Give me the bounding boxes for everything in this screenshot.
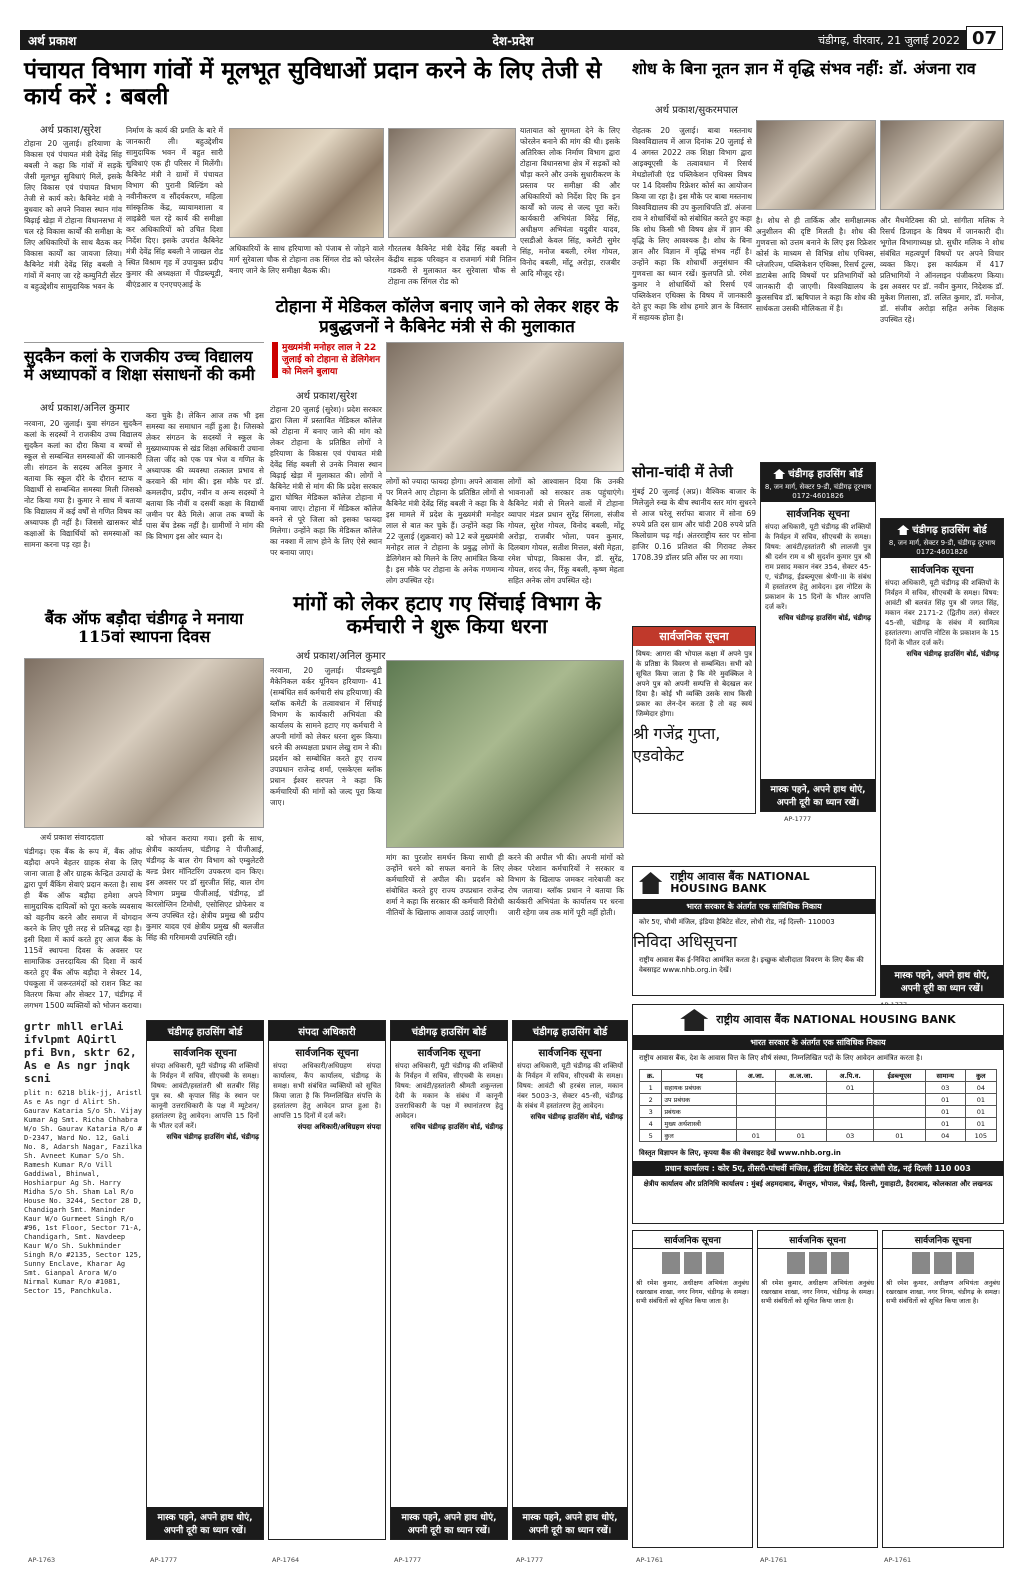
masthead-brand: अर्थ प्रकाश — [28, 33, 77, 48]
table-cell — [737, 1082, 775, 1094]
story6-photo — [386, 660, 624, 848]
bottom-notice-4-body: संपदा अधिकारी, यूटी चंडीगढ़ की शक्तियों के निर्वहन में सचिव, सीएचबी के समक्ष। विषय: आवंटी श्री हरबंस लाल, मकान नंबर 5003-3, सेक्टर 45-सी, चंडीगढ़ के संबंध में हस्तांतरण हेतु आवेदन। — [517, 1062, 623, 1110]
story5-col3: लोगों को आश्वासन दिया कि उनकी भावनाओं को सरकार तक पहुंचाएंगे। कैबिनेट मंत्री से मिलने वालों में टोहाना व्यापार मंडल प्रधान सुरेंद्र सिंगला, संजीव गोयल, सुरेश गोयल, विनोद बबली, मोंटू अरोड़ा, राजबीर भोला, पवन कुमार, दिलबाग गोयल, सतीश मित्तल, बंसी मेहता, रमेश चोपड़ा, विकास जैन, डॉ. सुरेंद्र, गोयल, शरद जैन, रिंकू बबली, कृष्ण मेहता सहित अनेक लोग उपस्थित रहे। — [508, 477, 624, 585]
story4-caption: अर्थ प्रकाश संवाददाता — [40, 833, 104, 842]
table-cell: 105 — [965, 1130, 996, 1142]
nhb-large-ad — [632, 1004, 1004, 1224]
bottom-notice-1-foot: मास्क पहने, अपने हाथ धोएं, अपनी दूरी का ध्यान रखें। — [147, 1507, 263, 1539]
nhb-large-tag: भारत सरकार के अंतर्गत एक सांविधिक निकाय — [633, 1035, 1003, 1050]
bottom-notice-1-head: चंडीगढ़ हाउसिंग बोर्ड — [147, 1021, 263, 1041]
bottom-notice-4-sign: सचिव चंडीगढ़ हाउसिंग बोर्ड, चंडीगढ़ — [530, 1113, 623, 1121]
nhb-small-body: राष्ट्रीय आवास बैंक ई-निविदा आमंत्रित करता है। इच्छुक बोलीदाता विवरण के लिए बैंक की वेबसाइट www.nhb.org.in देखें। — [639, 956, 864, 974]
avatar — [809, 1252, 827, 1274]
chb-ad-2-body: संपदा अधिकारी, यूटी चंडीगढ़ की शक्तियों के निर्वहन में सचिव, सीएचबी के समक्ष। विषय: आवंटी श्री बलवंत सिंह पुत्र श्री जगत सिंह, मकान नंबर 2171-2 (द्वितीय तल) सेक्टर 45-सी, चंडीगढ़ के संबंध में स्वामित्व हस्तांतरण। आपत्ति नोटिस के प्रकाशन के 15 दिनों के भीतर दर्ज करें। — [885, 579, 999, 647]
classified-scribble-title: grtr mhll erlAi ifvlpmt AQirtl pfi Bvn, sktr 62, As e As ngr jnqk scni — [24, 1020, 137, 1085]
table-header-cell: ईडब्ल्यूएस — [874, 1070, 925, 1082]
story2-photo-2 — [880, 120, 1004, 210]
table-cell: 01 — [925, 1106, 965, 1118]
table-cell: 01 — [965, 1106, 996, 1118]
small-notice-3-head: सार्वजनिक सूचना — [883, 1231, 1003, 1249]
table-cell: उप प्रबंधक — [662, 1094, 737, 1106]
bottom-notice-4 — [512, 1020, 628, 1540]
story2-byline: अर्थ प्रकाश/सुकरमपाल — [655, 105, 738, 116]
table-header-cell: अ.पि.व. — [827, 1070, 874, 1082]
nhb-small-logo-row — [633, 867, 875, 899]
bottom-notice-4-head: चंडीगढ़ हाउसिंग बोर्ड — [513, 1021, 627, 1041]
bottom-notice-4-foot: मास्क पहने, अपने हाथ धोएं, अपनी दूरी का ध्यान रखें। — [513, 1507, 627, 1539]
story2-col3: और मैथमेटिक्स की प्रो. सांगीता मलिक ने रिसर्च डिजाइन के विषय में जानकारी दी। भूगोल विभागाध्यक्ष प्रो. सुधीर मलिक ने शोध संबंधित महत्वपूर्ण विषयों पर अपने विचार व्यक्त किए। इस कार्यक्रम में 417 प्रतिभागियों ने ऑनलाइन पंजीकरण किया। इस अवसर पर डॉ. नवीन कुमार, निदेशक डॉ. मुकेश गिलासा, डॉ. ललित कुमार, डॉ. मनोज, डॉ. संजीव अरोड़ा सहित अनेक शिक्षक उपस्थित रहे। — [880, 216, 1004, 324]
table-cell: 01 — [925, 1118, 965, 1130]
chb-ad-1-head-text: चंडीगढ़ हाउसिंग बोर्ड — [788, 469, 863, 480]
story3-col2: करा चुके है। लेकिन आज तक भी इस समस्या का समाधान नहीं हुआ है। जिसको लेकर संगठन के सदस्यों ने स्कूल के मुख्याध्यापक से खंड शिक्षा अधिकारी उचाना जिला जींद को एक पत्र भेज व गणित के अध्यापक की व्यवस्था तत्काल प्रभाव से करवाने की मांग की। इस मौके पर डॉ. कमलदीप, प्रदीप, नवीन व अन्य सदस्यों ने बताया कि नौवीं व दसवीं कक्षा के विद्यार्थी जमीन पर बैठे मिले। आज तक बच्चों के पास बेंच डेस्क नहीं है। ग्रामीणों ने मांग की कि विभाग इस ओर ध्यान दे। — [146, 411, 264, 541]
table-cell — [775, 1118, 826, 1130]
table-cell: प्रबंधक — [662, 1106, 737, 1118]
table-row — [640, 1118, 997, 1130]
story4-headline[interactable]: बैंक ऑफ बड़ौदा चंडीगढ़ ने मनाया 115वां स्थापना दिवस — [44, 609, 244, 647]
bottom-notice-2-head: संपदा अधिकारी — [269, 1021, 385, 1041]
page-number: 07 — [966, 26, 1003, 50]
chb-ad-2-sub: 8, जन मार्ग, सेक्टर 9-डी, चंडीगढ़ दूरभाष 0172-4601826 — [881, 539, 1003, 558]
story1-col3: अधिकारियों के साथ हरियाणा को पंजाब से जोड़ने वाले मार्ग सुरेवाला चौक से टोहाना तक सिंगल रोड को फोरलेन बनाए जाने के लिए समीक्षा बैठक की। — [229, 244, 384, 275]
nhb-large-intro: राष्ट्रीय आवास बैंक, देश के आवास वित्त के लिए शीर्ष संस्था, निम्नलिखित पदों के लिए आवेदन आमंत्रित करता है। — [639, 1054, 923, 1062]
story2-photo-1 — [756, 120, 876, 210]
avatar — [662, 1252, 680, 1274]
public-notice — [632, 626, 756, 814]
small-notice-2-body: श्री रमेश कुमार, अधीक्षण अभियंता अनुबंध रखरखाव शाखा, नगर निगम, चंडीगढ़ के समक्ष। सभी संबंधितों को सूचित किया जाता है। — [761, 1279, 874, 1305]
table-cell: 01 — [965, 1094, 996, 1106]
chb-ad-1-body: संपदा अधिकारी, यूटी चंडीगढ़ की शक्तियों के निर्वहन में सचिव, सीएचबी के समक्ष। विषय: आवंटी/हस्तांतरी श्री लालजी पुत्र श्री दर्शन राम व श्री सुदर्शन कुमार पुत्र श्री राम प्रसाद मकान नंबर 354, सेक्टर 45-ए, चंडीगढ़, ईडब्ल्यूएस श्रेणी-III के संबंध में हस्तांतरण हेतु आवेदन। इस नोटिस के प्रकाशन के 15 दिनों के भीतर आपत्ति दर्ज करें। — [765, 523, 871, 611]
footer-code: AP-1761 — [884, 1556, 912, 1564]
gold-body: मुंबई 20 जुलाई (अप्र)। वैश्विक बाजार के मिलेजुले रुख के बीच स्थानीय स्तर मांग सुधरने से आज घरेलू सर्राफा बाजार में सोना 69 रुपये प्रति दस ग्राम और चांदी 208 रुपये प्रति किलोग्राम चढ़ गई। अंतरराष्ट्रीय स्तर पर सोना हाजिर 0.16 प्रतिशत की गिरावट लेकर 1708.39 डॉलर प्रति औंस पर आ गया। — [632, 487, 756, 562]
nhb-logo-icon — [680, 1009, 708, 1031]
masthead-date: चंडीगढ़, वीरवार, 21 जुलाई 2022 — [818, 33, 960, 47]
table-row — [640, 1082, 997, 1094]
chb-ad-1-code: AP-1777 — [784, 815, 812, 823]
public-notice-head: सार्वजनिक सूचना — [633, 627, 755, 646]
table-row — [640, 1094, 997, 1106]
story3-byline: अर्थ प्रकाश/अनिल कुमार — [40, 403, 130, 414]
table-cell — [737, 1106, 775, 1118]
classified-scribble-body: plit n: 6218 blik-jj, Aristl As e As ngr d Alirt Sh. Gaurav Kataria S/o Sh. Vijay Kumar Ag Smt. Richa Chhabra W/o Sh. Gaurav Kataria R/o # D-2347, Ward No. 12, Gali No. 8, Adarsh Nagar, Fazilka Sh. Avneet Kumar S/o Sh. Ramesh Kumar R/o Vill Gaddiwal, Bhinwal, Hoshiarpur Ag Sh. Harry Midha S/o Sh. Sham Lal R/o House No. 3244, Sector 28 D, Chandigarh Smt. Maninder Kaur W/o Gurmeet Singh R/o #96, 1st Floor, Sector 71-A, Chandigarh, Smt. Navdeep Kaur W/o Sh. Sukhminder Singh R/o #2135, Sector 125, Sunny Enclave, Kharar Ag Smt. Gianpal Arora W/o Nirmal Kumar R/o #1081, Sector 15, Panchkula. — [24, 1089, 143, 1295]
avatar — [956, 1252, 974, 1274]
small-notice-1-body: श्री रमेश कुमार, अधीक्षण अभियंता अनुबंध रखरखाव शाखा, नगर निगम, चंडीगढ़ के समक्ष। सभी संबंधितों को सूचित किया जाता है। — [636, 1279, 749, 1305]
chb-ad-1-sign: सचिव चंडीगढ़ हाउसिंग बोर्ड, चंडीगढ़ — [778, 614, 871, 622]
table-cell — [775, 1106, 826, 1118]
divider — [24, 342, 264, 343]
small-notice-2-photos — [758, 1249, 877, 1277]
gold-box — [632, 462, 756, 622]
bottom-notice-3-foot: मास्क पहने, अपने हाथ धोएं, अपनी दूरी का ध्यान रखें। — [391, 1507, 507, 1539]
bottom-notice-3-title: सार्वजनिक सूचना — [417, 1048, 481, 1059]
chb-ad-2-head-text: चंडीगढ़ हाउसिंग बोर्ड — [912, 525, 987, 536]
table-cell: 01 — [874, 1130, 925, 1142]
table-cell: कुल — [662, 1130, 737, 1142]
table-header-cell: अ.ज.जा. — [775, 1070, 826, 1082]
table-cell — [874, 1106, 925, 1118]
story1-col1: टोहाना 20 जुलाई। हरियाणा के विकास एवं पंचायत मंत्री देवेंद्र सिंह बबली ने कहा कि गांवों में सड़कें जैसी मूलभूत सुविधाएं मिलें, इसके लिए विकास एवं पंचायत विभाग तेजी से कार्य करे। कैबिनेट मंत्री ने बुधवार को अपने निवास स्थान गांव बिढ़ाई खेड़ा में टोहाना विधानसभा में चल रहे विकास कार्यों की समीक्षा के लिए अधिकारियों के साथ बैठक कर विकास कार्यों का जायजा लिया। कैबिनेट मंत्री देवेंद्र सिंह बबली ने गांवों में बनाए जा रहे कम्युनिटी सेंटर व बहुउद्देशीय सामुदायिक भवन के — [24, 139, 122, 291]
bottom-notice-4-title: सार्वजनिक सूचना — [538, 1048, 602, 1059]
table-cell: 01 — [775, 1130, 826, 1142]
bottom-notice-2-title: सार्वजनिक सूचना — [295, 1048, 359, 1059]
story4-photo — [24, 658, 264, 828]
chb-ad-2-title: सार्वजनिक सूचना — [910, 565, 974, 576]
table-cell: 03 — [925, 1082, 965, 1094]
table-cell — [874, 1082, 925, 1094]
masthead-section: देश-प्रदेश — [492, 33, 534, 48]
small-notice-2-head: सार्वजनिक सूचना — [758, 1231, 877, 1249]
table-header-cell: क्र. — [640, 1070, 662, 1082]
story6-col3: करने की अपील भी की। अपनी मांगों को लेकर परेशान कर्मचारियों ने सरकार व विभाग के खिलाफ जमकर नारेबाजी कर रोष जताया। ब्लॉक प्रधान ने बताया कि कार्यकारी अभियंता के कार्यालय पर धरना जारी रहेगा जब तक मांगें पूरी नहीं होती। — [508, 853, 624, 917]
table-header-cell: अ.जा. — [737, 1070, 775, 1082]
story5-highlight: मुख्यमंत्री मनोहर लाल ने 22 जुलाई को टोहाना से डेलिगेशन को मिलने बुलाया — [272, 342, 382, 378]
avatar — [684, 1252, 702, 1274]
bottom-notice-1-body: संपदा अधिकारी, यूटी चंडीगढ़ की शक्तियों के निर्वहन में सचिव, सीएचबी के समक्ष। विषय: आवंटी/हस्तांतरी श्री सतबीर सिंह पुत्र स्व. श्री कृपाल सिंह के स्थान पर कानूनी उत्तराधिकारी के पक्ष में म्यूटेशन/हस्तांतरण हेतु आवेदन। आपत्ति 15 दिनों के भीतर दर्ज करें। — [151, 1062, 259, 1130]
chb-ad-1 — [760, 462, 876, 812]
avatar — [912, 1252, 930, 1274]
small-notice-1-head: सार्वजनिक सूचना — [633, 1231, 752, 1249]
nhb-large-regional: क्षेत्रीय कार्यालय और प्रतिनिधि कार्यालय : मुंबई अहमदाबाद, बेंगलुरु, भोपाल, चेन्नई, दिल्ली, गुवाहाटी, हैदराबाद, कोलकाता और लखनऊ — [643, 1180, 993, 1188]
nhb-large-brand: राष्ट्रीय आवास बैंक NATIONAL HOUSING BANK — [716, 1013, 956, 1026]
story2-col1: रोहतक 20 जुलाई। बाबा मस्तनाथ विश्वविद्यालय में आज दिनांक 20 जुलाई से 4 अगस्त 2022 तक शिक्षा विभाग द्वारा आइक्यूएसी के तत्वावधान में रिसर्च मेथडोलॉजी एंड पब्लिकेशन एथिक्स विषय पर 14 दिवसीय रिफ्रेशर कोर्स का आयोजन किया जा रहा है। इस मौके पर बाबा मस्तनाथ विश्वविद्यालय की उप कुलाधिपति डॉ. अंजना राव ने शोधार्थियों को संबोधित करते हुए कहा कि शोध किसी भी विषय क्षेत्र में ज्ञान की वृद्धि के लिए आवश्यक है। शोध के बिना ज्ञान और विज्ञान में वृद्धि संभव नहीं है। उन्होंने कहा कि शोधार्थी अनुसंधान की गुणवत्ता का ध्यान रखें। कुलपति प्रो. रमेश कुमार ने शोधार्थियों को रिसर्च एवं पब्लिकेशन एथिक्स के विषय में जानकारी देते हुए कहा कि शोध हमारे ज्ञान के विस्तार में सहायक होता है। — [632, 126, 752, 322]
story6-byline: अर्थ प्रकाश/अनिल कुमार — [296, 651, 386, 662]
chb-ad-1-head — [761, 463, 875, 483]
table-cell: 03 — [827, 1130, 874, 1142]
table-cell: मुख्य अर्थशास्त्री — [662, 1118, 737, 1130]
bottom-notice-2-sign: संपदा अधिकारी/अधिग्रहण संपदा — [297, 1123, 381, 1131]
nhb-large-web[interactable]: विस्तृत विज्ञापन के लिए, कृपया बैंक की वेबसाइट देखें www.nhb.org.in — [639, 1149, 841, 1157]
masthead — [20, 30, 1003, 50]
public-notice-body: विषय: आगरा की भोपाल कक्षा में अपने पुत्र के प्रतिष्ठा के विवरण से सम्बन्धित। सभी को सूचित किया जाता है कि मेरे मुवक्किल ने अपने पुत्र को अपनी सम्पत्ति से बेदखल कर दिया है। कोई भी व्यक्ति उसके साथ किसी प्रकार का लेन-देन करता है तो वह स्वयं जिम्मेदार होगा। — [636, 650, 752, 718]
chb-ad-2-sign: सचिव चंडीगढ़ हाउसिंग बोर्ड, चंडीगढ़ — [906, 650, 999, 658]
story5-photo — [386, 342, 624, 472]
story4-col1: चंडीगढ़। एक बैंक के रूप में, बैंक ऑफ बड़ौदा अपने बेहतर ग्राहक सेवा के लिए जाना जाता है और ग्राहक केन्द्रित उत्पादों के द्वारा पूर्ण बैंकिंग सेवाएं प्रदान करता है। साथ ही बैंक ऑफ बड़ौदा हमेशा अपने सामुदायिक दायित्वों को पूरा करके व्यवसाय को वहनीय करने और समाज में योगदान करने के लिए पूरी तरह से प्रतिबद्ध रहा है। इसी दिशा में कार्य करते हुए आज बैंक के 115वें स्थापना दिवस के अवसर पर सामाजिक उत्तरदायित्व की दिशा में कार्य करते हुए बैंक ऑफ बड़ौदा ने सेक्टर 14, पंचकूला में जरूरतमंदों को राशन किट का वितरण किया और सेक्टर 17, चंडीगढ़ में लगभग 1500 व्यक्तियों को भोजन कराया। — [24, 847, 142, 1010]
table-cell — [874, 1094, 925, 1106]
table-cell — [827, 1094, 874, 1106]
footer-code: AP-1777 — [516, 1556, 544, 1564]
table-cell: 01 — [925, 1094, 965, 1106]
avatar — [787, 1252, 805, 1274]
table-cell: 01 — [827, 1082, 874, 1094]
story5-col1: टोहाना 20 जुलाई (सुरेश)। प्रदेश सरकार द्वारा जिला में प्रस्तावित मेडिकल कॉलेज को टोहाना में बनाए जाने की मांग को लेकर टोहाना के प्रतिष्ठित लोगों ने हरियाणा के विकास एवं पंचायत मंत्री देवेंद्र सिंह बबली से उनके निवास स्थान बिढ़ाई खेड़ा में मुलाकात की। लोगों ने कैबिनेट मंत्री से मांग की कि प्रदेश सरकार द्वारा घोषित मेडिकल कॉलेज टोहाना में बनाया जाए। टोहाना में मेडिकल कॉलेज बनने से पूरे जिला को इसका फायदा मिलेगा। उन्होंने कहा कि मेडिकल कॉलेज का नक्शा में लाभ होने के लिए ऐसे स्थान पर बनाया जाए। — [270, 405, 382, 557]
chb-ad-1-title: सार्वजनिक सूचना — [786, 509, 850, 520]
footer-code: AP-1764 — [272, 1556, 300, 1564]
bottom-notice-1 — [146, 1020, 264, 1540]
chb-ad-2-foot: मास्क पहने, अपने हाथ धोएं, अपनी दूरी का ध्यान रखें। — [881, 965, 1003, 997]
small-notice-1 — [632, 1230, 753, 1548]
table-cell — [737, 1094, 775, 1106]
story1-photo-2 — [388, 128, 516, 238]
story1-headline[interactable]: पंचायत विभाग गांवों में मूलभूत सुविधाओं प्रदान करने के लिए तेजी से कार्य करें : बबली — [24, 57, 602, 111]
story6-headline[interactable]: मांगों को लेकर हटाए गए सिंचाई विभाग के कर्मचारी ने शुरू किया धरना — [293, 591, 601, 638]
nhb-large-logo-row — [633, 1005, 1003, 1035]
bottom-notice-3-head: चंडीगढ़ हाउसिंग बोर्ड — [391, 1021, 507, 1041]
story5-byline: अर्थ प्रकाश/सुरेश — [296, 391, 357, 402]
footer-code: AP-1761 — [760, 1556, 788, 1564]
table-cell: 04 — [965, 1082, 996, 1094]
table-cell: 5 — [640, 1130, 662, 1142]
table-row — [640, 1106, 997, 1118]
chb-ad-1-foot: मास्क पहने, अपने हाथ धोएं, अपनी दूरी का ध्यान रखें। — [761, 779, 875, 811]
footer-code: AP-1777 — [394, 1556, 422, 1564]
story3-headline[interactable]: सुदकैन कलां के राजकीय उच्च विद्यालय में अध्यापकों व शिक्षा संसाधनों की कमी — [24, 347, 255, 385]
nhb-small-notice: निविदा अधिसूचना — [633, 932, 737, 951]
classified-scribble — [24, 1020, 142, 1540]
table-cell: 04 — [925, 1130, 965, 1142]
nhb-small-tag: भारत सरकार के अंतर्गत एक सांविधिक निकाय — [633, 899, 875, 914]
table-cell: 01 — [965, 1118, 996, 1130]
table-cell: 1 — [640, 1082, 662, 1094]
bottom-notice-3-body: संपदा अधिकारी, यूटी चंडीगढ़ की शक्तियों के निर्वहन में सचिव, सीएचबी के समक्ष। विषय: आवंटी/हस्तांतरी श्रीमती शकुन्तला देवी के मकान के संबंध में कानूनी उत्तराधिकारी के पक्ष में स्थानांतरण हेतु आवेदन। — [395, 1062, 503, 1120]
bottom-notice-2 — [268, 1020, 386, 1540]
chb-ad-2-head — [881, 519, 1003, 539]
bottom-notice-1-title: सार्वजनिक सूचना — [173, 1048, 237, 1059]
story5-headline[interactable]: टोहाना में मेडिकल कॉलेज बनाए जाने को लेकर शहर के प्रबुद्धजनों ने कैबिनेट मंत्री से की मुलाकात — [275, 297, 619, 337]
table-cell: 4 — [640, 1118, 662, 1130]
story1-byline: अर्थ प्रकाश/सुरेश — [40, 125, 101, 136]
table-cell — [775, 1094, 826, 1106]
bottom-notice-2-body: संपदा अधिकारी/अधिग्रहण संपदा कार्यालय, कैंप कार्यालय, चंडीगढ़ के समक्ष। सभी संबंधित व्यक्तियों को सूचित किया जाता है कि निम्नलिखित संपत्ति के हस्तांतरण हेतु आवेदन प्राप्त हुआ है। आपत्ति 15 दिनों में दर्ज करें। — [273, 1062, 381, 1120]
table-cell — [775, 1082, 826, 1094]
table-header-cell: पद — [662, 1070, 737, 1082]
nhb-large-hq: प्रधान कार्यालय : कोर 5ए, तीसरी-पांचवीं मंजिल, इंडिया हैबिटेट सेंटर लोधी रोड, नई दिल्ली 110 003 — [633, 1161, 1003, 1176]
avatar — [934, 1252, 952, 1274]
table-cell — [827, 1118, 874, 1130]
table-cell — [827, 1106, 874, 1118]
story2-headline[interactable]: शोध के बिना नूतन ज्ञान में वृद्धि संभव नहीं: डॉ. अंजना राव — [632, 59, 976, 78]
table-row — [640, 1130, 997, 1142]
table-header-cell: सामान्य — [925, 1070, 965, 1082]
footer-code: AP-1763 — [28, 1556, 56, 1564]
table-header-row — [640, 1070, 997, 1082]
table-cell: सहायक प्रबंधक — [662, 1082, 737, 1094]
table-cell — [737, 1118, 775, 1130]
table-cell: 3 — [640, 1106, 662, 1118]
footer-code: AP-1761 — [636, 1556, 664, 1564]
bottom-notice-1-sign: सचिव चंडीगढ़ हाउसिंग बोर्ड, चंडीगढ़ — [166, 1133, 259, 1141]
public-notice-sign: श्री गजेंद्र गुप्ता, एडवोकेट — [633, 724, 721, 765]
nhb-logo-icon — [639, 872, 662, 894]
story1-photo-1 — [229, 128, 384, 238]
story5-col2: लोगों को ज्यादा फायदा होगा। अपने आवास पर मिलने आए टोहाना के प्रतिष्ठित लोगों से कैबिनेट मंत्री देवेंद्र सिंह बबली ने कहा कि वे इस मामले में प्रदेश के मुख्यमंत्री मनोहर लाल से बात कर चुके हैं। उन्होंने कहा कि 22 जुलाई (शुक्रवार) को 12 बजे मुख्यमंत्री मनोहर लाल ने टोहाना के प्रबुद्ध लोगों के डेलिगेशन को मिलने के लिए आमंत्रित किया है। इस मौके पर टोहाना के अनेक गणमान्य लोग उपस्थित रहे। — [386, 477, 504, 585]
avatar — [706, 1252, 724, 1274]
story6-col2: मांग का पुरजोर समर्थन किया साथी ही उन्होंने धरने को सफल बनाने के लिए कर्मचारियों से अपील की। प्रदर्शन को संबोधित करते हुए राज्य उपप्रधान राजेन्द्र शर्मा ने कहा कि सरकार की कर्मचारी विरोधी नीतियों के खिलाफ आवाज उठाई जाएगी। — [386, 853, 505, 917]
table-cell: 01 — [737, 1130, 775, 1142]
small-notice-row — [632, 1230, 1004, 1548]
house-icon — [773, 469, 785, 479]
story1-col5: यातायात को सुगमता देने के लिए फोरलेन बनाने की मांग की थी। इसके अतिरिक्त लोक निर्माण विभाग द्वारा टोहाना विधानसभा क्षेत्र में सड़कों को चौड़ा करने और उनके सुधारीकरण के प्रस्ताव पर समीक्षा की और अधिकारियों को निर्देश दिए कि इन कार्यों को जल्द से जल्द पूरा करें। कार्यकारी अभियंता विरेंद्र सिंह, अधीक्षण अभियंता यदुवीर यादव, एसडीओ केवल सिंह, कमेटी सुमेर सिंह, मनोज बबली, रमेश गोयल, विनोद बबली, मोंटू अरोड़ा, राजबीर आदि मौजूद रहे। — [520, 126, 620, 278]
nhb-small-ad — [632, 866, 876, 996]
table-cell — [874, 1118, 925, 1130]
table-header-cell: कुल — [965, 1070, 996, 1082]
bottom-notice-3-sign: सचिव चंडीगढ़ हाउसिंग बोर्ड, चंडीगढ़ — [410, 1123, 503, 1131]
small-notice-2 — [757, 1230, 878, 1548]
nhb-small-office: कोर 5ए, चौथी मंजिल, इंडिया हैबिटेट सेंटर, लोधी रोड, नई दिल्ली- 110003 — [639, 918, 835, 926]
bottom-notice-3 — [390, 1020, 508, 1540]
footer-code: AP-1777 — [150, 1556, 178, 1564]
story1-col4: गौरतलब कैबिनेट मंत्री देवेंद्र सिंह बबली ने केंद्रीय सड़क परिवहन व राजमार्ग मंत्री नितिन गडकरी से मुलाकात कर सुरेवाला चौक से टोहाना तक सिंगल रोड को — [388, 244, 516, 286]
house-icon — [897, 525, 909, 535]
story2-col2: है। शोध से ही तार्किक और समीक्षात्मक अनुशीलन की दृष्टि मिलती है। शोध की गुणवत्ता को उत्तम बनाने के लिए इस रिफ्रेशर कोर्स के माध्यम से विभिन्न शोध एथिक्स, प्लेजरिज्म, पब्लिकेशन एथिक्स, रिसर्च टूल्स, डाटाबेस आदि विषयों पर प्रतिभागियों को जानकारी दी जाएगी। विश्वविद्यालय के कुलसचिव डॉ. ऋषिपाल ने कहा कि शोध की सार्थकता उसकी मौलिकता में है। — [756, 216, 876, 313]
small-notice-1-photos — [633, 1249, 752, 1277]
small-notice-3-body: श्री रमेश कुमार, अधीक्षण अभियंता अनुबंध रखरखाव शाखा, नगर निगम, चंडीगढ़ के समक्ष। सभी संबंधितों को सूचित किया जाता है। — [886, 1279, 1000, 1305]
story3-col1: नरवाना, 20 जुलाई। युवा संगठन सुदकैन कलां के सदस्यों ने राजकीय उच्च विद्यालय सुदकैन कलां का दौरा किया व बच्चों से स्कूल से सम्बन्धित समस्याओं की जानकारी ली। संगठन के सदस्य अनिल कुमार ने बताया कि स्कूल दौरे के दौरान स्टाफ व विद्यार्थी से सम्बन्धित समस्या मिली जिसको नोट किया गया है। कुमार ने साथ में बताया कि विद्यालय में कई वर्षों से गणित विषय का अध्यापक ही नहीं है। जिससे खासकर बोर्ड कक्षाओं के विद्यार्थियों को समस्याओं का सामना करना पड़ रहा है। — [24, 419, 142, 549]
story6-col1: नरवाना, 20 जुलाई। पीडब्ल्यूडी मैकेनिकल वर्कर यूनियन हरियाणा- 41 (सम्बंधित सर्व कर्मचारी संघ हरियाणा) की ब्लॉक कमेटी के तत्वावधान में सिंचाई विभाग के कार्यकारी अभियंता की कार्यालय के सामने हटाए गए कर्मचारी ने अपनी मांगों को लेकर धरना शुरू किया। धरने की अध्यक्षता प्रधान लेखु राम ने की। प्रदर्शन को सम्बोधित करते हुए राज्य उपप्रधान राजेन्द्र शर्मा, एसकेएस ब्लॉक प्रधान ईश्वर सरपल ने कहा कि कर्मचारियों की मांगों को जल्द पूरा किया जाए। — [270, 666, 382, 807]
nhb-small-brand: राष्ट्रीय आवास बैंक NATIONAL HOUSING BANK — [670, 870, 810, 895]
table-cell: 2 — [640, 1094, 662, 1106]
small-notice-3-photos — [883, 1249, 1003, 1277]
small-notice-3 — [882, 1230, 1004, 1548]
gold-headline[interactable]: सोना-चांदी में तेजी — [632, 463, 733, 481]
nhb-vacancy-table — [639, 1069, 997, 1142]
story1-col2: निर्माण के कार्य की प्रगति के बारे में जानकारी ली। बहुउद्देशीय सामुदायिक भवन में बहुत सारी सुविधाएं एक ही परिसर में मिलेंगी। कैबिनेट मंत्री ने ग्रामों में पंचायत विभाग की पुरानी बिल्डिंग को नवीनीकरण व सौंदर्यकरण, महिला सांस्कृतिक केंद्र, व्यायामशाला व लाइब्रेरी चल रहे कार्य की समीक्षा कर अधिकारियों को उचित दिशा निर्देश दिए। इसके उपरांत कैबिनेट मंत्री देवेंद्र सिंह बबली ने जाखल रोड स्थित विश्राम गृह में उपायुक्त प्रदीप कुमार की अध्यक्षता में पीडब्ल्यूडी, बीएंडआर व एनएचएआई के — [126, 126, 223, 289]
chb-ad-1-sub: 8, जन मार्ग, सेक्टर 9-डी, चंडीगढ़ दूरभाष 0172-4601826 — [761, 483, 875, 502]
chb-ad-2 — [880, 518, 1004, 998]
story4-col2: को भोजन कराया गया। इसी के साथ, क्षेत्रीय कार्यालय, चंडीगढ़ ने पीजीआई, चंडीगढ़ के बाल रोग विभाग को एम्बुलेटरी बल्ड प्रेशर मॉनिटरिंग उपकरण दान किए। इस अवसर पर डॉ सुरजीत सिंह, बाल रोग विभाग प्रमुख पीजीआई, चंडीगढ़, डॉ कारलोग्लिन टिमोथी, एसोसिएट प्रोफेसर व अन्य उपस्थित रहे। क्षेत्रीय प्रमुख श्री प्रदीप कुमार यादव एवं क्षेत्रीय प्रमुख श्री बलजीत सिंह की गरिमामयी उपस्थिति रही। — [146, 834, 264, 942]
avatar — [831, 1252, 849, 1274]
